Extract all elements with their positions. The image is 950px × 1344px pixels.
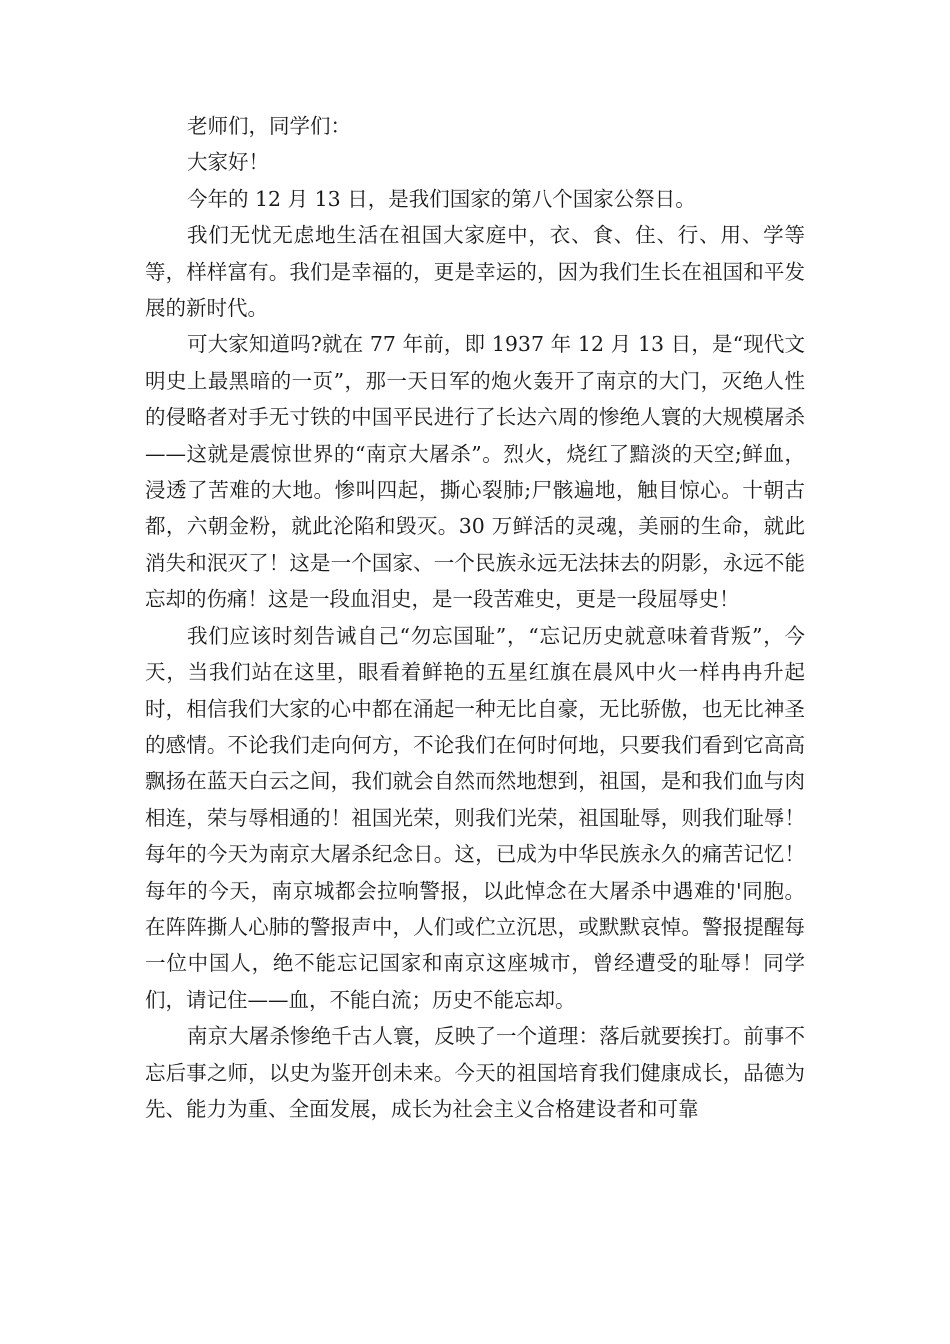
paragraph-hello: 大家好！	[187, 150, 269, 175]
paragraph-nanjing-history: 可大家知道吗?就在 77 年前，即 1937 年 12 月 13 日，是“现代文明史上最黑暗的一页”，那一天日军的炮火轰开了南京的大门，灭绝人性的侵略者对手无寸铁的中国平民进行了长达六周的惨绝人寰的大规模屠杀——这就是震惊世界的“南京大屠杀”。烈火，烧红了黯淡的天空;鲜血，浸透了苦难的大地。惨叫四起，撕心裂肺;尸骸遍地，触目惊心。十朝古都，六朝金粉，就此沦陷和毁灭。30 万鲜活的灵魂，美丽的生命，就此消失和泯灭了！这是一个国家、一个民族永远无法抹去的阴影，永远不能忘却的伤痛！这是一段血泪史，是一段苦难史，更是一段屈辱史！	[145, 332, 805, 612]
paragraph-happy-life: 我们无忧无虑地生活在祖国大家庭中，衣、食、住、行、用、学等等，样样富有。我们是幸福的，更是幸运的，因为我们生长在祖国和平发展的新时代。	[145, 223, 805, 321]
paragraph-lesson: 南京大屠杀惨绝千古人寰，反映了一个道理：落后就要挨打。前事不忘后事之师，以史为鉴开创未来。今天的祖国培育我们健康成长，品德为先、能力为重、全面发展，成长为社会主义合格建设者和可靠	[145, 1024, 805, 1121]
paragraph-never-forget: 我们应该时刻告诫自己“勿忘国耻”，“忘记历史就意味着背叛”，今天，当我们站在这里，眼看着鲜艳的五星红旗在晨风中火一样冉冉升起时，相信我们大家的心中都在涌起一种无比自豪，无比骄傲，也无比神圣的感情。不论我们走向何方，不论我们在何时何地，只要我们看到它高高飘扬在蓝天白云之间，我们就会自然而然地想到，祖国，是和我们血与肉相连，荣与辱相通的！祖国光荣，则我们光荣，祖国耻辱，则我们耻辱！每年的今天为南京大屠杀纪念日。这，已成为中华民族永久的痛苦记忆！每年的今天，南京城都会拉响警报，以此悼念在大屠杀中遇难的'同胞。在阵阵撕人心肺的警报声中，人们或伫立沉思，或默默哀悼。警报提醒每一位中国人，绝不能忘记国家和南京这座城市，曾经遭受的耻辱！同学们，请记住——血，不能白流；历史不能忘却。	[145, 623, 805, 1012]
speech-body	[145, 108, 805, 1127]
paragraph-memorial-day: 今年的 12 月 13 日，是我们国家的第八个国家公祭日。	[187, 186, 696, 211]
paragraph-greeting: 老师们，同学们：	[187, 114, 351, 138]
